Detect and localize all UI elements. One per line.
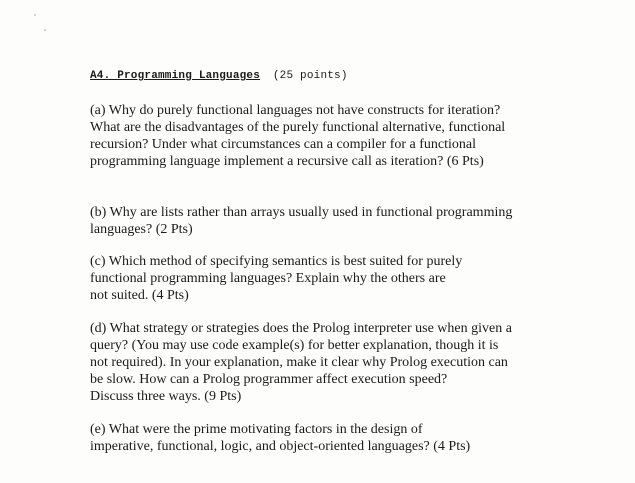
question-line: What are the disadvantages of the purely functional alternative, functional <box>90 120 506 135</box>
question-line: (c) Which method of specifying semantics is best suited for purely <box>90 254 463 269</box>
question-line: query? (You may use code example(s) for better explanation, though it is <box>90 338 499 353</box>
question-part-b <box>90 204 550 238</box>
question-line: functional programming languages? Explain why the others are <box>90 271 446 286</box>
scan-speck <box>44 29 46 31</box>
question-line: (a) Why do purely functional languages not have constructs for iteration? <box>90 103 501 118</box>
question-title: A4. Programming Languages <box>90 70 261 82</box>
question-part-c <box>90 253 550 304</box>
question-part-d <box>90 320 550 405</box>
question-line: programming language implement a recursive call as iteration? (6 Pts) <box>90 154 484 169</box>
question-heading <box>90 70 348 82</box>
question-points: (25 points) <box>272 70 348 82</box>
question-line: (e) What were the prime motivating factors in the design of <box>90 422 423 437</box>
question-line: be slow. How can a Prolog programmer affect execution speed? <box>90 372 448 387</box>
question-line: Discuss three ways. (9 Pts) <box>90 389 242 404</box>
question-line: not suited. (4 Pts) <box>90 288 189 303</box>
question-line: (b) Why are lists rather than arrays usually used in functional programming <box>90 205 513 220</box>
question-line: recursion? Under what circumstances can a compiler for a functional <box>90 137 476 152</box>
question-line: not required). In your explanation, make it clear why Prolog execution can <box>90 355 508 370</box>
scan-speck <box>34 14 36 16</box>
question-line: (d) What strategy or strategies does the Prolog interpreter use when given a <box>90 321 512 336</box>
question-part-e <box>90 421 550 455</box>
question-line: imperative, functional, logic, and object-oriented languages? (4 Pts) <box>90 439 471 454</box>
question-part-a <box>90 102 550 170</box>
question-line: languages? (2 Pts) <box>90 222 193 237</box>
